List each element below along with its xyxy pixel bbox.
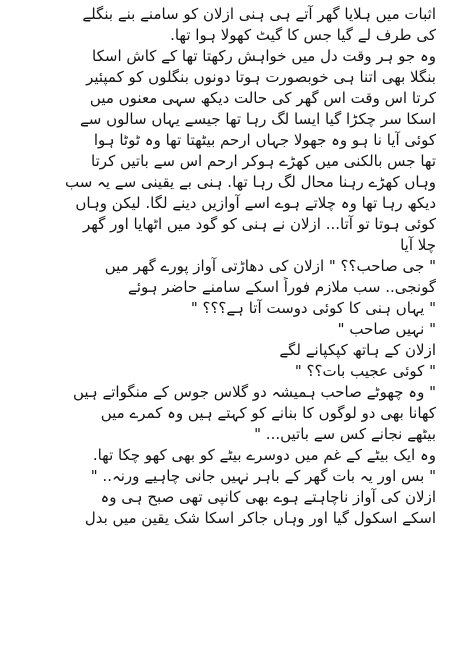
text-line: " وہ چھوٹے صاحب ہمیشہ دو گلاس جوس کے منگواتے ہیں bbox=[72, 383, 436, 401]
text-line: کی طرف لے گیا جس کا گیٹ کھولا ہوا تھا. bbox=[170, 26, 436, 44]
text-line: وہ جو ہر وقت دل میں خواہش رکھتا تھا کے کاش اسکا bbox=[92, 47, 436, 65]
text-line: " بس اور یہ بات گھر کے باہر نہیں جانی چاہیے ورنہ.. " bbox=[90, 467, 436, 485]
text-line: گونجی.. سب ملازم فوراً اسکے سامنے حاضر ہوئے bbox=[128, 278, 436, 296]
text-line: اثبات میں ہلایا گھر آتے ہی ہنی ازلان کو سامنے بنے بنگلے bbox=[82, 5, 436, 23]
urdu-text-body bbox=[14, 4, 436, 529]
text-line: بنگلا بھی اتنا ہی خوبصورت ہوتا دونوں بنگلوں کو کمپئیر bbox=[86, 68, 436, 86]
text-line: وہ ایک بیٹے کے غم میں دوسرے بیٹے کو بھی کھو چکا تھا. bbox=[92, 446, 436, 464]
text-line: کوئی ہوتا تو آتا... ازلان نے ہنی کو گود میں اٹھایا اور گھر bbox=[83, 215, 436, 233]
text-line: " کوئی عجیب بات؟؟ " bbox=[294, 362, 436, 380]
text-line: اسکے اسکول گیا اور وہاں جاکر اسکا شک یقین میں بدل bbox=[84, 509, 436, 527]
text-line: ازلان کی آواز ناچاہتے ہوے بھی کانپی تھی صبح ہی وہ bbox=[100, 488, 436, 506]
text-line: بیٹھے نجانے کس سے باتیں... " bbox=[254, 425, 436, 443]
text-line: دیکھ رہا تھا وہ چلاتے ہوے اسے آوازیں دینے لگا. لیکن وہاں bbox=[75, 194, 436, 212]
text-line: وہاں کھڑے رہنا محال لگ رہا تھا. ہنی بے یقینی سے یہ سب bbox=[64, 173, 436, 191]
text-line: کھانا بھی دو لوگوں کا بنانے کو کہتے ہیں وہ کمرے میں bbox=[100, 404, 436, 422]
text-line: کوئی آیا نا ہو وہ جھولا جہاں ارحم بیٹھتا تھا وہ ٹوٹا ہوا bbox=[93, 131, 436, 149]
text-line: چلا آیا bbox=[400, 236, 436, 254]
text-line: " نہیں صاحب " bbox=[337, 320, 436, 338]
text-line: اسکا سر چکڑا گیا ایسا لگ رہا تھا جیسے یہاں سالوں سے bbox=[79, 110, 436, 128]
text-line: تھا جس بالکنی میں کھڑے ہوکر ارحم اس سے باتیں کرتا bbox=[91, 152, 436, 170]
text-line: " جی صاحب؟؟ " ازلان کی دھاڑتی آواز پورے گھر میں bbox=[104, 257, 436, 275]
text-line: " یہاں ہنی کا کوئی دوست آتا ہے؟؟؟ " bbox=[190, 299, 436, 317]
text-line: کرتا اس وقت اس گھر کی حالت دیکھ سہی معنوں میں bbox=[89, 89, 436, 107]
text-line: ازلان کے ہاتھ کپکپانے لگے bbox=[279, 341, 436, 359]
